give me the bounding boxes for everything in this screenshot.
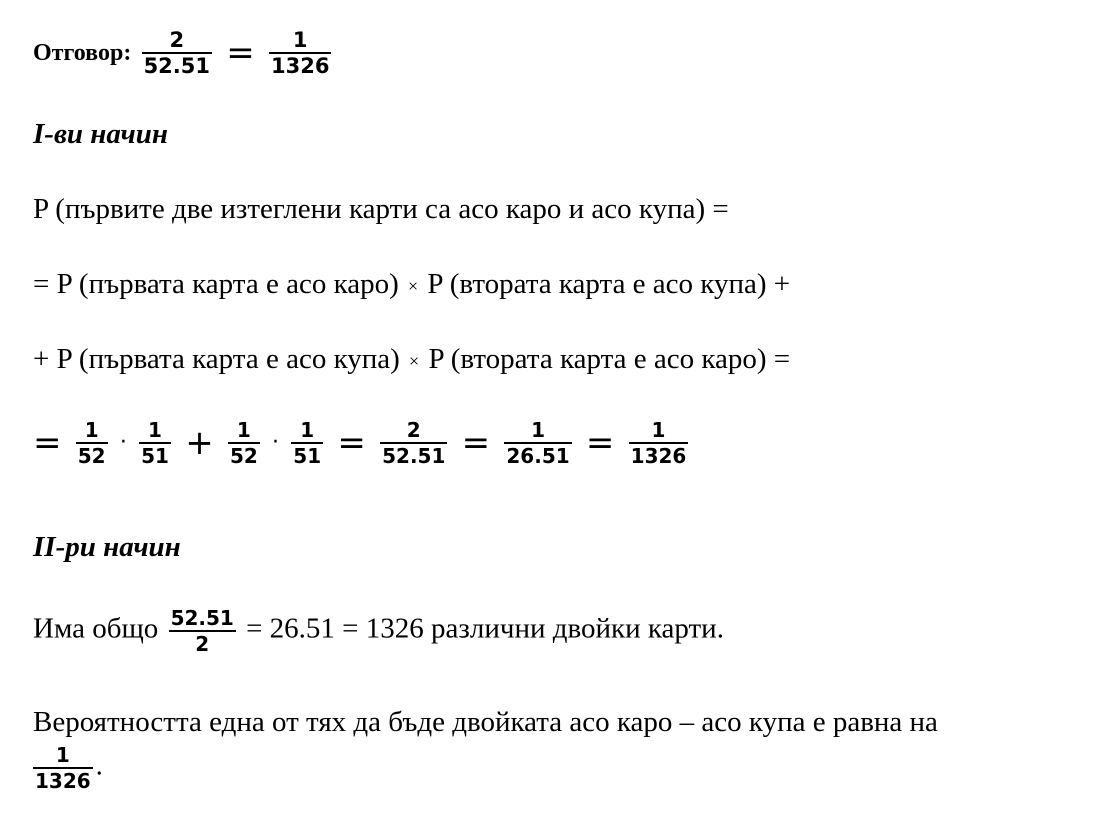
equals-sign: = — [226, 33, 255, 73]
method1-formula — [33, 418, 691, 468]
equals-sign: = — [461, 423, 491, 463]
answer-fraction-1: $\frac{2}{52.51}$ — [143, 28, 210, 78]
fraction: $\frac{1}{51}$ — [293, 418, 322, 468]
plus-sign: + — [185, 423, 214, 463]
answer-fraction-2: $\frac{1}{1326}$ — [271, 28, 330, 78]
fraction: $\frac{1}{52}$ — [77, 418, 106, 468]
times-sign: × — [408, 276, 419, 297]
fraction: $\frac{1}{1326}$ — [630, 418, 687, 468]
fraction: $\frac{1}{51}$ — [141, 418, 169, 468]
method1-heading: I-ви начин — [33, 118, 168, 150]
dot-operator: · — [119, 430, 127, 455]
dot-operator: · — [272, 430, 280, 455]
answer-label: Отговор: — [33, 40, 132, 66]
fraction: $\frac{52.51}{2}$ — [170, 606, 234, 656]
method2-heading: II-ри начин — [33, 531, 181, 563]
times-sign: × — [409, 351, 420, 372]
equals-sign: = — [585, 423, 615, 463]
method2-line2: Вероятността една от тях да бъде двойката асо каро – асо купа е равна на — [33, 706, 938, 738]
equals-sign: = — [337, 423, 366, 463]
answer-line — [33, 28, 334, 78]
method2-final: $\frac{1}{1326}$ . — [35, 743, 103, 793]
equals-sign: = — [33, 423, 62, 463]
method1-line3: + P (първата карта е асо купа) × P (втората карта е асо каро) = — [33, 343, 791, 375]
fraction: $\frac{1}{1326}$ — [35, 743, 91, 793]
fraction: $\frac{2}{52.51}$ — [382, 418, 446, 468]
method1-line1: P (първите две изтеглени карти са асо каро и асо купа) = — [33, 193, 729, 225]
method2-line1: Има общо $\frac{52.51}{2}$ = 26.51 = 1326 различни двойки карти. — [33, 606, 724, 656]
method1-line2: = P (първата карта е асо каро) × P (втората карта е асо купа) + — [33, 268, 791, 300]
fraction: $\frac{1}{52}$ — [229, 418, 258, 468]
fraction: $\frac{1}{26.51}$ — [506, 418, 570, 468]
